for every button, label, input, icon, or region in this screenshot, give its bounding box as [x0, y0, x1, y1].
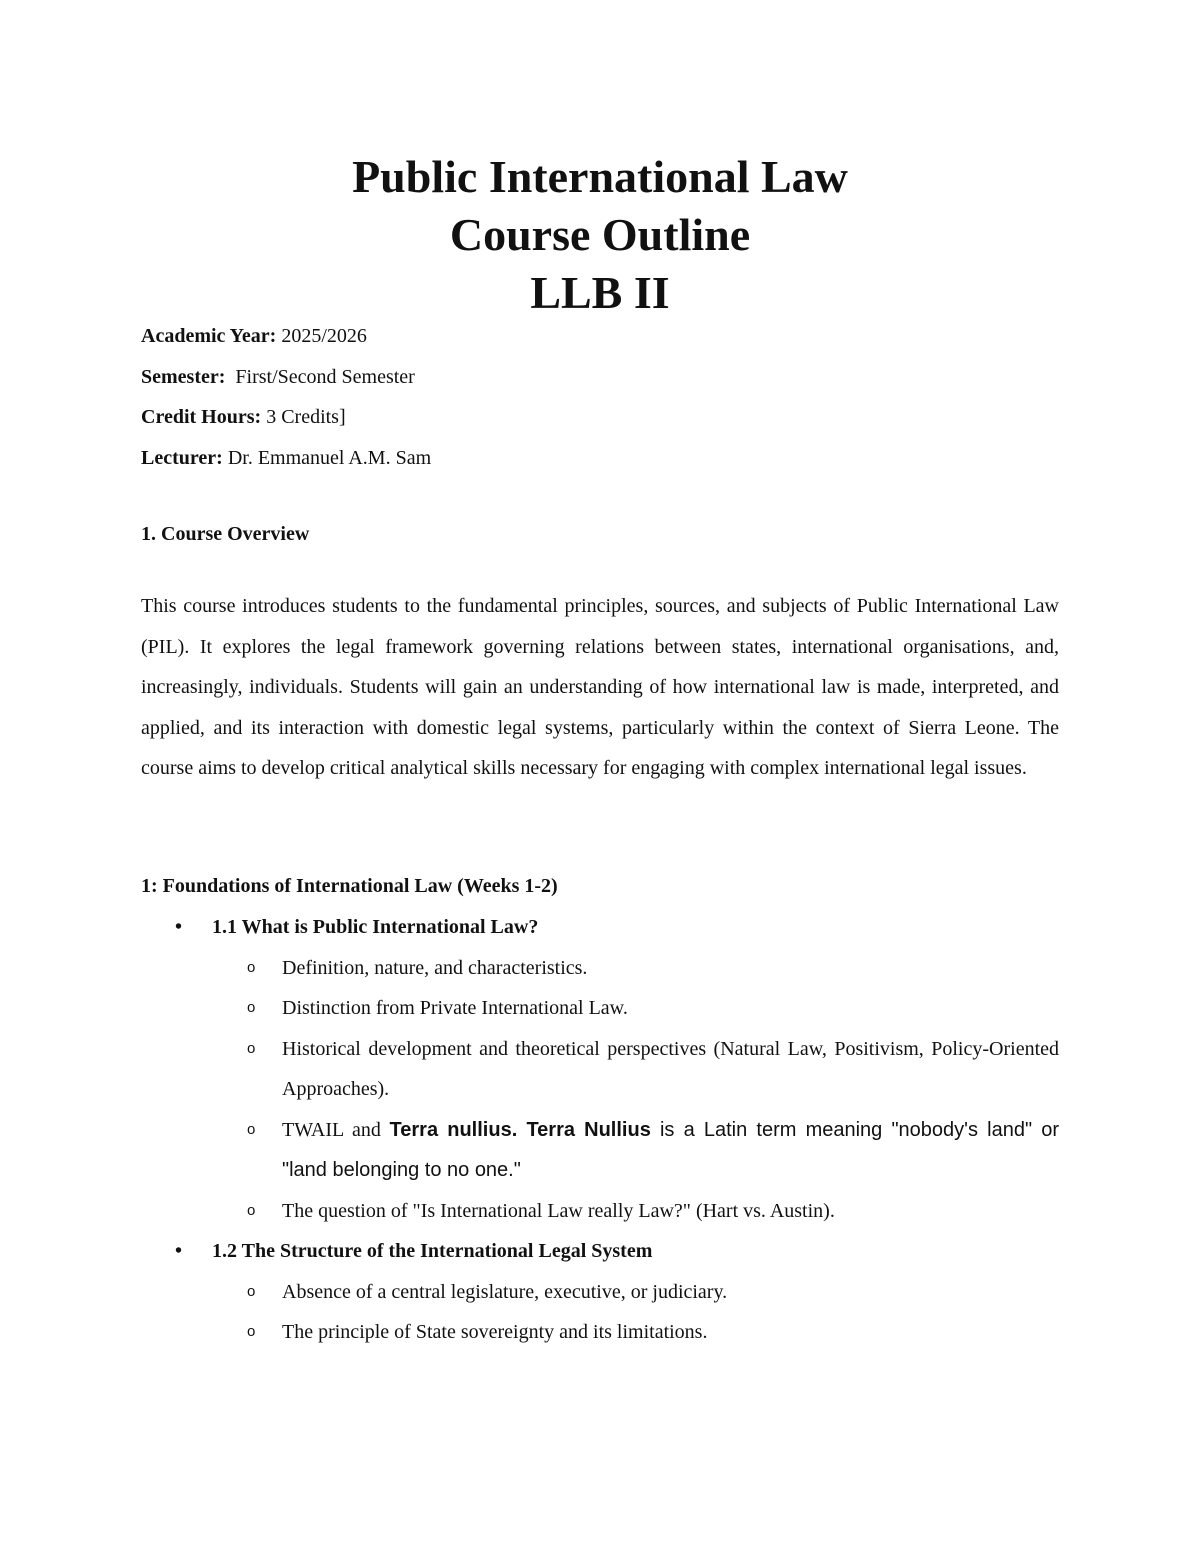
- list-item: [141, 1191, 1059, 1232]
- list-item-text: Distinction from Private International Law.: [282, 997, 628, 1019]
- list-item: [141, 1029, 1059, 1110]
- terra-nullius-term: Terra nullius.: [389, 1118, 518, 1141]
- course-subtitle: Course Outline: [449, 209, 751, 260]
- list-item-text: Absence of a central legislature, executive, or judiciary.: [282, 1280, 728, 1303]
- list-item: [141, 1110, 1059, 1191]
- lecturer-label: Lecturer:: [141, 446, 223, 469]
- list-item-text: TWAIL and: [282, 1118, 390, 1141]
- list-item-text: The question of "Is International Law really Law?" (Hart vs. Austin).: [282, 1199, 835, 1222]
- academic-year-label: Academic Year:: [141, 325, 277, 347]
- topic-1-2: [141, 1231, 1059, 1272]
- semester-row: [141, 357, 1059, 398]
- topic-title: 1.2 The Structure of the International Legal System: [212, 1240, 653, 1262]
- course-title: Public International Law: [352, 151, 848, 202]
- topic-title: 1.1 What is Public International Law?: [212, 916, 539, 938]
- academic-year-row: [141, 316, 1059, 357]
- title-block: [0, 148, 1200, 322]
- overview-paragraph: This course introduces students to the fundamental principles, sources, and subjects of Public International Law (PIL). It explores the legal framework governing relations between states, international organisations, and, increasingly, individuals. Students will gain an understanding of how international law is made, interpreted, and applied, and its interaction with domestic legal systems, particularly within the context of Sierra Leone. The course aims to develop critical analytical skills necessary for engaging with complex international legal issues.: [141, 595, 1059, 779]
- academic-year-value: 2025/2026: [281, 325, 367, 347]
- list-item: [141, 1272, 1059, 1313]
- sub-bullet-icon: o: [247, 1201, 256, 1219]
- sub-bullet-icon: o: [247, 1039, 256, 1057]
- lecturer-value: Dr. Emmanuel A.M. Sam: [227, 446, 432, 469]
- course-meta: [141, 316, 1059, 478]
- credit-hours-label: Credit Hours:: [141, 406, 262, 428]
- sub-bullet-icon: o: [247, 999, 256, 1016]
- sub-bullet-icon: o: [247, 1323, 256, 1340]
- credit-hours-row: [141, 397, 1059, 438]
- list-item-text: Historical development and theoretical perspectives (Natural Law, Positivism, Policy-Oriented Approaches).: [282, 1037, 1059, 1100]
- bullet-icon: •: [175, 916, 183, 938]
- list-item: [141, 1312, 1059, 1353]
- unit1-outline: [141, 907, 1059, 1353]
- overview-heading: 1. Course Overview: [141, 523, 310, 545]
- list-item: [141, 948, 1059, 989]
- sub-bullet-icon: o: [247, 958, 256, 976]
- list-item-text: Definition, nature, and characteristics.: [282, 956, 588, 979]
- unit1-heading: 1: Foundations of International Law (Weeks 1-2): [141, 875, 558, 897]
- sub-bullet-icon: o: [247, 1120, 256, 1138]
- credit-hours-value: 3 Credits]: [266, 406, 346, 428]
- topic-1-1: [141, 907, 1059, 948]
- semester-value: First/Second Semester: [235, 365, 415, 388]
- bullet-icon: •: [175, 1240, 183, 1262]
- sub-bullet-icon: o: [247, 1282, 256, 1300]
- list-item: [141, 988, 1059, 1029]
- semester-label: Semester:: [141, 365, 226, 388]
- terra-nullius-definition: is a Latin term meaning "nobody's land" or "land belonging to no one.": [282, 1118, 1060, 1181]
- course-level: LLB II: [530, 267, 670, 318]
- terra-nullius-definition-term: Terra Nullius: [526, 1118, 651, 1141]
- list-item-text: The principle of State sovereignty and its limitations.: [282, 1321, 708, 1343]
- lecturer-row: [141, 438, 1059, 479]
